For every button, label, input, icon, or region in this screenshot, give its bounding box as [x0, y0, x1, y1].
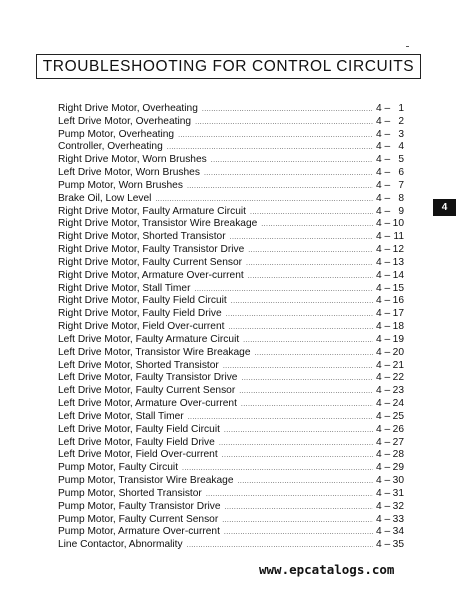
toc-entry-page-number: 1 [398, 103, 404, 114]
toc-entry-page-number: 27 [392, 436, 404, 448]
toc-entry-title: Pump Motor, Worn Brushes [58, 179, 183, 191]
toc-entry [58, 334, 404, 347]
toc-dot-leader [261, 219, 373, 232]
toc-entry [58, 437, 404, 450]
toc-dot-leader [241, 399, 373, 412]
toc-entry-section: 4 – [376, 385, 391, 397]
toc-entry-section: 4 – [376, 128, 391, 140]
toc-entry [58, 360, 404, 373]
toc-dot-leader [226, 309, 373, 322]
toc-entry [58, 283, 404, 296]
toc-entry-section: 4 – [376, 449, 391, 461]
toc-entry [58, 526, 404, 539]
toc-entry [58, 295, 404, 308]
toc-entry-section: 4 – [376, 244, 391, 256]
toc-entry-page [376, 167, 404, 180]
toc-entry-section: 4 – [376, 526, 391, 538]
toc-entry-page-number: 32 [392, 500, 404, 512]
toc-entry-page [376, 129, 404, 142]
toc-entry-page [376, 180, 404, 193]
toc-entry-title: Line Contactor, Abnormality [58, 539, 183, 551]
toc-entry-title: Controller, Overheating [58, 141, 163, 153]
toc-dot-leader [202, 104, 373, 117]
toc-entry [58, 347, 404, 360]
toc-entry [58, 103, 404, 116]
toc-entry-page-number: 17 [392, 308, 404, 320]
toc-entry-section: 4 – [376, 475, 391, 487]
toc-entry-title: Pump Motor, Faulty Circuit [58, 462, 179, 474]
toc-entry-title: Right Drive Motor, Faulty Field Circuit [58, 295, 227, 307]
toc-entry-page [376, 206, 404, 219]
toc-entry-page [376, 334, 404, 347]
toc-entry-page [376, 514, 404, 527]
toc-entry-page-number: 29 [392, 462, 404, 474]
toc-entry-section: 4 – [376, 462, 391, 474]
toc-entry-section: 4 – [376, 513, 391, 525]
toc-entry-page [376, 398, 404, 411]
toc-entry-page [376, 372, 404, 385]
toc-entry-title: Right Drive Motor, Worn Brushes [58, 154, 207, 166]
toc-entry-page-number: 35 [392, 539, 404, 551]
toc-entry-page-number: 8 [398, 192, 404, 204]
toc-dot-leader [238, 476, 373, 489]
toc-entry-page-number: 12 [392, 244, 404, 256]
toc-entry-title: Pump Motor, Armature Over-current [58, 526, 220, 538]
page-title-box [36, 54, 421, 79]
toc-entry [58, 154, 404, 167]
watermark: www.epcatalogs.com [259, 562, 395, 577]
toc-entry-page [376, 462, 404, 475]
toc-entry-section: 4 – [376, 333, 391, 345]
toc-entry-page [376, 141, 404, 154]
toc-dot-leader [224, 527, 373, 540]
toc-dot-leader [255, 348, 374, 361]
toc-entry [58, 501, 404, 514]
toc-entry-title: Left Drive Motor, Faulty Field Drive [58, 436, 215, 448]
toc-entry-page-number: 6 [398, 167, 404, 179]
toc-entry-page [376, 295, 404, 308]
toc-entry-section: 4 – [376, 103, 391, 114]
section-tab-label: 4 [441, 202, 448, 213]
toc-entry-page-number: 10 [392, 218, 404, 230]
toc-entry-title: Pump Motor, Transistor Wire Breakage [58, 475, 234, 487]
toc-entry [58, 257, 404, 270]
toc-entry-section: 4 – [376, 218, 391, 230]
toc-entry-title: Right Drive Motor, Overheating [58, 103, 198, 114]
toc-entry-page-number: 23 [392, 385, 404, 397]
toc-entry-title: Right Drive Motor, Shorted Transistor [58, 231, 226, 243]
toc-entry-page [376, 218, 404, 231]
toc-entry-page [376, 385, 404, 398]
toc-dot-leader [248, 271, 373, 284]
toc-entry [58, 514, 404, 527]
toc-entry-page [376, 283, 404, 296]
toc-entry-page [376, 475, 404, 488]
toc-entry [58, 270, 404, 283]
toc-entry-page-number: 28 [392, 449, 404, 461]
toc-entry-page [376, 154, 404, 167]
toc-entry [58, 411, 404, 424]
toc-entry-page-number: 21 [392, 359, 404, 371]
toc-entry [58, 180, 404, 193]
toc-entry [58, 231, 404, 244]
toc-entry-title: Right Drive Motor, Faulty Armature Circuit [58, 205, 246, 217]
toc-entry [58, 424, 404, 437]
toc-entry [58, 129, 404, 142]
toc-entry-page-number: 11 [393, 231, 404, 243]
toc-entry [58, 141, 404, 154]
toc-entry-title: Left Drive Motor, Overheating [58, 115, 192, 127]
toc-entry [58, 462, 404, 475]
toc-entry-title: Pump Motor, Faulty Transistor Drive [58, 500, 221, 512]
toc-entry-section: 4 – [376, 167, 391, 179]
toc-entry-section: 4 – [376, 346, 391, 358]
toc-entry-page [376, 257, 404, 270]
toc-entry-section: 4 – [376, 179, 391, 191]
toc-entry-section: 4 – [376, 295, 391, 307]
toc-dot-leader [241, 373, 373, 386]
toc-dot-leader [178, 130, 373, 143]
toc-entry-section: 4 – [376, 154, 391, 166]
toc-entry-title: Left Drive Motor, Faulty Armature Circuit [58, 333, 240, 345]
toc-entry-page [376, 360, 404, 373]
toc-entry-page-number: 30 [392, 475, 404, 487]
toc-entry-section: 4 – [376, 436, 391, 448]
toc-entry-title: Right Drive Motor, Field Over-current [58, 321, 225, 333]
toc-entry-section: 4 – [376, 256, 391, 268]
toc-entry-title: Left Drive Motor, Shorted Transistor [58, 359, 219, 371]
toc-dot-leader [228, 322, 373, 335]
toc-entry [58, 385, 404, 398]
toc-entry-page [376, 347, 404, 360]
toc-entry-page [376, 308, 404, 321]
toc-entry-page [376, 231, 404, 244]
toc-entry-page-number: 26 [392, 423, 404, 435]
toc-entry-title: Pump Motor, Shorted Transistor [58, 487, 202, 499]
toc-entry-page [376, 193, 404, 206]
toc-entry-section: 4 – [376, 192, 391, 204]
toc-entry-section: 4 – [376, 141, 391, 153]
toc-entry [58, 475, 404, 488]
toc-entry-title: Right Drive Motor, Faulty Current Sensor [58, 256, 243, 268]
toc-entry-section: 4 – [376, 487, 391, 499]
toc-entry-page [376, 411, 404, 424]
toc-entry-title: Left Drive Motor, Armature Over-current [58, 398, 237, 410]
toc-dot-leader [195, 117, 373, 130]
toc-entry-page-number: 16 [392, 295, 404, 307]
toc-entry-section: 4 – [376, 410, 391, 422]
toc-entry-section: 4 – [376, 423, 391, 435]
toc-entry [58, 193, 404, 206]
toc-dot-leader [248, 245, 373, 258]
toc-entry-section: 4 – [376, 282, 391, 294]
toc-entry [58, 244, 404, 257]
toc-entry-page-number: 19 [392, 333, 404, 345]
toc-dot-leader [206, 489, 373, 502]
toc-entry-title: Left Drive Motor, Faulty Transistor Drive [58, 372, 238, 384]
toc-entry-page-number: 2 [398, 115, 404, 127]
toc-entry-section: 4 – [376, 115, 391, 127]
toc-entry-page-number: 33 [392, 513, 404, 525]
toc-dot-leader [224, 425, 373, 438]
toc-entry-page [376, 270, 404, 283]
toc-entry-page [376, 244, 404, 257]
toc-entry-section: 4 – [376, 269, 391, 281]
toc-entry-section: 4 – [376, 231, 391, 243]
toc-entry-page [376, 116, 404, 129]
toc-entry-page-number: 22 [392, 372, 404, 384]
toc-dot-leader [187, 540, 373, 553]
toc-dot-leader [243, 335, 373, 348]
toc-entry [58, 308, 404, 321]
toc-entry-title: Left Drive Motor, Worn Brushes [58, 167, 200, 179]
toc-entry-page-number: 5 [398, 154, 404, 166]
toc-entry-page-number: 14 [392, 269, 404, 281]
toc-dot-leader [230, 232, 373, 245]
toc-dot-leader [250, 207, 373, 220]
toc-entry-section: 4 – [376, 321, 391, 333]
toc-entry-page [376, 437, 404, 450]
toc-dot-leader [223, 361, 373, 374]
toc-entry [58, 218, 404, 231]
toc-entry-title: Right Drive Motor, Stall Timer [58, 282, 191, 294]
section-tab [433, 199, 456, 216]
toc-entry-page-number: 20 [392, 346, 404, 358]
toc-entry-title: Right Drive Motor, Armature Over-current [58, 269, 244, 281]
toc-entry-section: 4 – [376, 500, 391, 512]
toc-entry-title: Left Drive Motor, Stall Timer [58, 410, 184, 422]
toc-entry [58, 372, 404, 385]
toc-entry-section: 4 – [376, 359, 391, 371]
toc-dot-leader [219, 438, 373, 451]
toc-entry-page-number: 7 [398, 179, 404, 191]
toc-dot-leader [222, 450, 373, 463]
toc-entry-title: Right Drive Motor, Transistor Wire Breakage [58, 218, 258, 230]
toc-entry-page-number: 24 [392, 398, 404, 410]
toc-entry-page-number: 9 [398, 205, 404, 217]
toc-entry-section: 4 – [376, 398, 391, 410]
toc-entry-title: Right Drive Motor, Faulty Transistor Drive [58, 244, 245, 256]
toc-entry-page-number: 31 [392, 487, 404, 499]
toc-entry-page-number: 18 [392, 321, 404, 333]
toc-entry-page-number: 3 [398, 128, 404, 140]
toc-entry [58, 488, 404, 501]
toc-entry [58, 398, 404, 411]
toc-entry-title: Left Drive Motor, Field Over-current [58, 449, 218, 461]
toc-entry-page [376, 424, 404, 437]
toc-dot-leader [246, 258, 373, 271]
toc-entry-section: 4 – [376, 539, 391, 551]
toc-entry-page [376, 501, 404, 514]
toc-entry-page [376, 449, 404, 462]
toc-entry-page [376, 488, 404, 501]
toc-entry-title: Right Drive Motor, Faulty Field Drive [58, 308, 222, 320]
toc-entry [58, 116, 404, 129]
toc-entry-page [376, 539, 404, 552]
table-of-contents [58, 103, 404, 552]
toc-entry-title: Left Drive Motor, Faulty Field Circuit [58, 423, 220, 435]
toc-entry-title: Brake Oil, Low Level [58, 192, 152, 204]
toc-entry-page-number: 25 [392, 410, 404, 422]
toc-dot-leader [239, 386, 373, 399]
toc-entry-page-number: 34 [392, 526, 404, 538]
toc-entry-page [376, 103, 404, 116]
toc-entry-section: 4 – [376, 205, 391, 217]
toc-entry [58, 539, 404, 552]
toc-entry-section: 4 – [376, 372, 391, 384]
toc-entry-page [376, 321, 404, 334]
toc-entry-section: 4 – [376, 308, 391, 320]
toc-dot-leader [211, 155, 373, 168]
toc-entry-page-number: 15 [392, 282, 404, 294]
toc-entry-page-number: 4 [398, 141, 404, 153]
toc-entry-title: Left Drive Motor, Transistor Wire Breakage [58, 346, 251, 358]
toc-dot-leader [231, 296, 373, 309]
toc-entry-title: Pump Motor, Faulty Current Sensor [58, 513, 219, 525]
toc-entry [58, 167, 404, 180]
toc-entry [58, 321, 404, 334]
toc-dot-leader [222, 515, 373, 528]
toc-entry-title: Left Drive Motor, Faulty Current Sensor [58, 385, 236, 397]
toc-entry-page-number: 13 [392, 256, 404, 268]
toc-entry [58, 449, 404, 462]
toc-dot-leader [224, 502, 373, 515]
toc-entry [58, 206, 404, 219]
toc-entry-page [376, 526, 404, 539]
page-title: TROUBLESHOOTING FOR CONTROL CIRCUITS [42, 57, 415, 75]
toc-dot-leader [187, 181, 373, 194]
toc-dot-leader [204, 168, 373, 181]
crop-mark [406, 46, 409, 47]
toc-entry-title: Pump Motor, Overheating [58, 128, 175, 140]
